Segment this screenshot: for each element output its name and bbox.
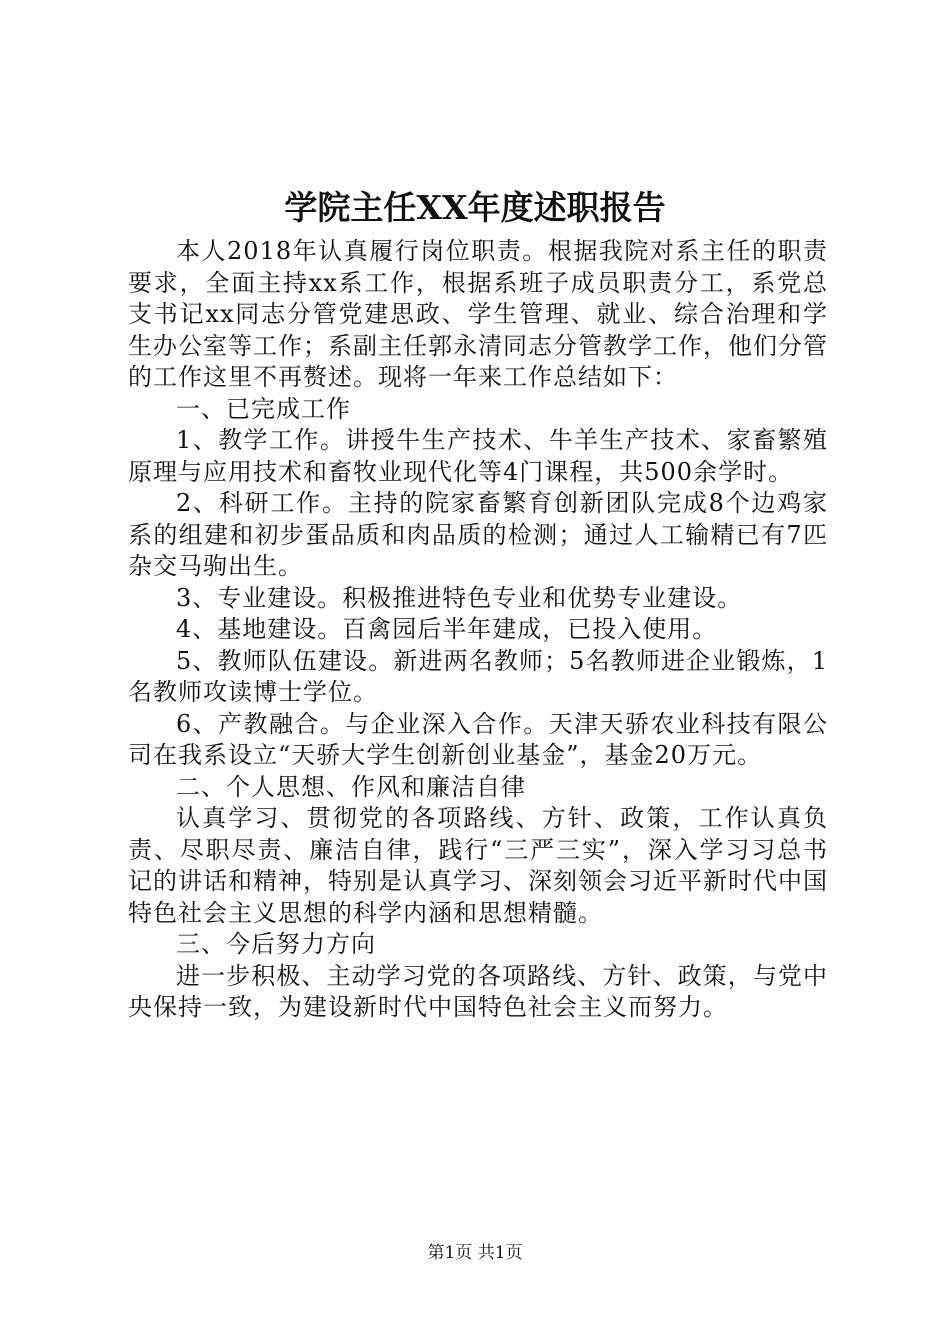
document-title: 学院主任XX年度述职报告 bbox=[284, 188, 666, 227]
paragraph-program-construction: 3、专业建设。积极推进特色专业和优势专业建设。 bbox=[176, 583, 743, 612]
document-body bbox=[128, 236, 828, 1024]
paragraph-faculty: 5、教师队伍建设。新进两名教师；5名教师进企业锻炼，1名教师攻读博士学位。 bbox=[128, 646, 828, 706]
paragraph-teaching: 1、教学工作。讲授牛生产技术、牛羊生产技术、家畜繁殖原理与应用技术和畜牧业现代化等4门课程，共500余学时。 bbox=[128, 426, 828, 486]
section-heading-completed-work: 一、已完成工作 bbox=[176, 394, 351, 423]
paragraph-future-direction: 进一步积极、主动学习党的各项路线、方针、政策，与党中央保持一致，为建设新时代中国特色社会主义而努力。 bbox=[128, 961, 828, 1021]
paragraph-personal-conduct: 认真学习、贯彻党的各项路线、方针、政策，工作认真负责、尽职尽责、廉洁自律，践行“三严三实”，深入学习习总书记的讲话和精神，特别是认真学习、深刻领会习近平新时代中国特色社会主义思想的科学内涵和思想精髓。 bbox=[128, 804, 828, 927]
paragraph-industry-education: 6、产教融合。与企业深入合作。天津天骄农业科技有限公司在我系设立“天骄大学生创新创业基金”，基金20万元。 bbox=[128, 709, 828, 769]
section-heading-personal-conduct: 二、个人思想、作风和廉洁自律 bbox=[176, 772, 526, 801]
paragraph-base-construction: 4、基地建设。百禽园后半年建成，已投入使用。 bbox=[176, 615, 718, 643]
page-footer: 第1页 共1页 bbox=[427, 1243, 523, 1263]
paragraph-intro: 本人2018年认真履行岗位职责。根据我院对系主任的职责要求，全面主持xx系工作，根据系班子成员职责分工，系党总支书记xx同志分管党建思政、学生管理、就业、综合治理和学生办公室等工作；系副主任郭永清同志分管教学工作，他们分管的工作这里不再赘述。现将一年来工作总结如下： bbox=[128, 237, 828, 391]
paragraph-research: 2、科研工作。主持的院家畜繁育创新团队完成8个边鸡家系的组建和初步蛋品质和肉品质的检测；通过人工输精已有7匹杂交马驹出生。 bbox=[128, 489, 828, 580]
section-heading-future-direction: 三、今后努力方向 bbox=[176, 930, 376, 958]
